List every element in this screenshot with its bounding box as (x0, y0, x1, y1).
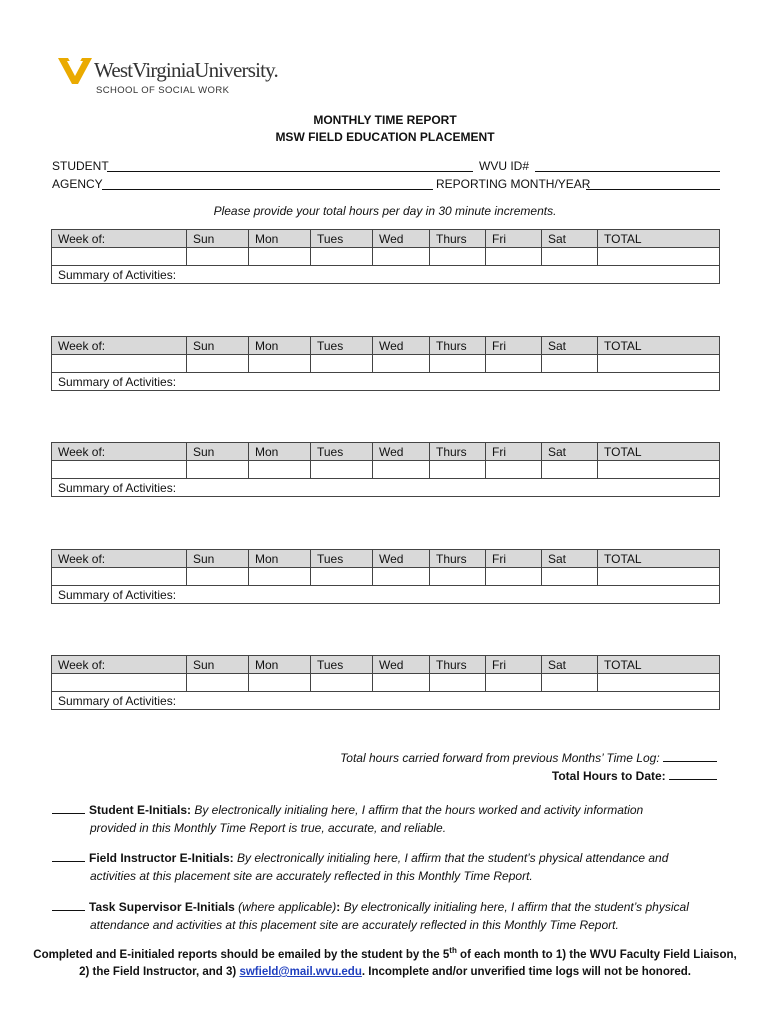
wed-hours-input[interactable] (373, 248, 430, 266)
tues-hours-input[interactable] (311, 674, 373, 692)
total-header: TOTAL (598, 337, 720, 355)
field-instructor-initials-field[interactable] (52, 851, 85, 862)
day-header: Wed (373, 337, 430, 355)
week-of-label: Week of: (52, 656, 187, 674)
week-header-row (52, 656, 720, 674)
week-of-input[interactable] (52, 568, 187, 586)
summary-row (52, 586, 720, 604)
day-header: Mon (249, 443, 311, 461)
sun-hours-input[interactable] (187, 674, 249, 692)
student-cert-text: By electronically initialing here, I affirm that the hours worked and activity information (194, 803, 644, 817)
agency-line (52, 177, 720, 193)
day-header: Sun (187, 656, 249, 674)
mon-hours-input[interactable] (249, 461, 311, 479)
student-certification (52, 801, 732, 837)
mon-hours-input[interactable] (249, 248, 311, 266)
reporting-month-label: REPORTING MONTH/YEAR (436, 177, 591, 191)
student-line (52, 159, 720, 175)
mon-hours-input[interactable] (249, 568, 311, 586)
page-subtitle: MSW FIELD EDUCATION PLACEMENT (275, 130, 495, 144)
day-header: Sat (542, 550, 598, 568)
thurs-hours-input[interactable] (430, 355, 486, 373)
week-of-input[interactable] (52, 355, 187, 373)
day-header: Mon (249, 656, 311, 674)
day-header: Fri (486, 656, 542, 674)
wvu-id-field[interactable] (535, 171, 720, 172)
thurs-hours-input[interactable] (430, 461, 486, 479)
task-supervisor-cert-text-cont: attendance and activities at this placement site are accurately reflected in this Monthly Time Report. (90, 918, 619, 932)
sun-hours-input[interactable] (187, 461, 249, 479)
footer-text: Completed and E-initialed reports should be emailed by the student by the 5 (33, 949, 450, 961)
total-header: TOTAL (598, 550, 720, 568)
school-name: SCHOOL OF SOCIAL WORK (96, 85, 230, 96)
agency-label: AGENCY (52, 177, 103, 191)
day-header: Sat (542, 656, 598, 674)
day-header: Mon (249, 550, 311, 568)
total-header: TOTAL (598, 230, 720, 248)
summary-of-activities[interactable]: Summary of Activities: (52, 586, 720, 604)
summary-of-activities[interactable]: Summary of Activities: (52, 266, 720, 284)
summary-row (52, 266, 720, 284)
week-table (51, 336, 720, 391)
total-header: TOTAL (598, 656, 720, 674)
week-of-input[interactable] (52, 248, 187, 266)
agency-field[interactable] (102, 189, 433, 190)
task-supervisor-certification (52, 898, 732, 934)
student-initials-field[interactable] (52, 803, 85, 814)
total-header: TOTAL (598, 443, 720, 461)
field-instructor-cert-text: By electronically initialing here, I affirm that the student’s physical attendance and (237, 851, 669, 865)
sun-hours-input[interactable] (187, 248, 249, 266)
day-header: Mon (249, 337, 311, 355)
sat-hours-input[interactable] (542, 248, 598, 266)
day-header: Tues (311, 656, 373, 674)
day-header: Sun (187, 230, 249, 248)
footer-text: 2) the Field Instructor, and 3) (79, 966, 240, 978)
day-header: Tues (311, 443, 373, 461)
student-field[interactable] (107, 171, 473, 172)
day-header: Fri (486, 230, 542, 248)
total-hours-input[interactable] (598, 248, 720, 266)
day-header: Sat (542, 230, 598, 248)
hours-to-date-label: Total Hours to Date: (551, 769, 666, 783)
day-header: Sat (542, 443, 598, 461)
mon-hours-input[interactable] (249, 674, 311, 692)
task-supervisor-colon: : (336, 900, 341, 914)
fri-hours-input[interactable] (486, 674, 542, 692)
day-header: Tues (311, 550, 373, 568)
footer-text: . Incomplete and/or unverified time logs will not be honored. (361, 966, 691, 978)
student-cert-text-cont: provided in this Monthly Time Report is true, accurate, and reliable. (90, 821, 447, 835)
tues-hours-input[interactable] (311, 461, 373, 479)
submission-instructions (30, 947, 740, 981)
reporting-month-field[interactable] (586, 189, 720, 190)
student-initials-label: Student E-Initials: (89, 803, 191, 817)
day-header: Tues (311, 230, 373, 248)
week-table (51, 549, 720, 604)
week-of-label: Week of: (52, 230, 187, 248)
summary-of-activities[interactable]: Summary of Activities: (52, 692, 720, 710)
summary-of-activities[interactable]: Summary of Activities: (52, 479, 720, 497)
week-of-label: Week of: (52, 550, 187, 568)
sun-hours-input[interactable] (187, 355, 249, 373)
day-header: Sun (187, 337, 249, 355)
fri-hours-input[interactable] (486, 355, 542, 373)
wed-hours-input[interactable] (373, 674, 430, 692)
week-header-row (52, 550, 720, 568)
carried-forward-field[interactable] (663, 750, 717, 762)
week-header-row (52, 230, 720, 248)
wvu-logo (58, 52, 278, 98)
sat-hours-input[interactable] (542, 674, 598, 692)
week-table (51, 655, 720, 710)
sat-hours-input[interactable] (542, 355, 598, 373)
tues-hours-input[interactable] (311, 568, 373, 586)
week-of-input[interactable] (52, 674, 187, 692)
total-hours-input[interactable] (598, 674, 720, 692)
hours-row (52, 355, 720, 373)
tues-hours-input[interactable] (311, 355, 373, 373)
carried-forward-label: Total hours carried forward from previous Months’ Time Log: (340, 751, 660, 765)
day-header: Thurs (430, 550, 486, 568)
summary-of-activities[interactable]: Summary of Activities: (52, 373, 720, 391)
total-hours-input[interactable] (598, 355, 720, 373)
thurs-hours-input[interactable] (430, 568, 486, 586)
instructions: Please provide your total hours per day in 30 minute increments. (213, 204, 557, 218)
week-of-label: Week of: (52, 443, 187, 461)
fri-hours-input[interactable] (486, 248, 542, 266)
university-wordmark: WestVirginiaUniversity. (94, 58, 278, 82)
fri-hours-input[interactable] (486, 461, 542, 479)
day-header: Tues (311, 337, 373, 355)
day-header: Thurs (430, 337, 486, 355)
sat-hours-input[interactable] (542, 461, 598, 479)
field-instructor-initials-label: Field Instructor E-Initials: (89, 851, 234, 865)
day-header: Fri (486, 337, 542, 355)
hours-to-date-line (552, 768, 717, 783)
task-supervisor-initials-field[interactable] (52, 900, 85, 911)
task-supervisor-initials-label: Task Supervisor E-Initials (89, 900, 235, 914)
day-header: Wed (373, 230, 430, 248)
thurs-hours-input[interactable] (430, 248, 486, 266)
hours-row (52, 248, 720, 266)
footer-text: of each month to 1) the WVU Faculty Field Liaison, (456, 949, 737, 961)
mon-hours-input[interactable] (249, 355, 311, 373)
day-header: Wed (373, 550, 430, 568)
tues-hours-input[interactable] (311, 248, 373, 266)
week-header-row (52, 443, 720, 461)
day-header: Wed (373, 656, 430, 674)
hours-row (52, 461, 720, 479)
day-header: Sun (187, 550, 249, 568)
total-hours-input[interactable] (598, 461, 720, 479)
summary-row (52, 479, 720, 497)
thurs-hours-input[interactable] (430, 674, 486, 692)
carried-forward-line (340, 750, 717, 765)
day-header: Sun (187, 443, 249, 461)
total-hours-input[interactable] (598, 568, 720, 586)
week-table (51, 229, 720, 284)
week-of-input[interactable] (52, 461, 187, 479)
day-header: Sat (542, 337, 598, 355)
email-link[interactable]: swfield@mail.wvu.edu (239, 966, 362, 978)
wed-hours-input[interactable] (373, 568, 430, 586)
field-instructor-certification (52, 849, 732, 885)
day-header: Thurs (430, 443, 486, 461)
wvu-id-label: WVU ID# (479, 159, 530, 173)
summary-row (52, 692, 720, 710)
sun-hours-input[interactable] (187, 568, 249, 586)
wed-hours-input[interactable] (373, 355, 430, 373)
hours-row (52, 674, 720, 692)
day-header: Fri (486, 550, 542, 568)
fri-hours-input[interactable] (486, 568, 542, 586)
day-header: Wed (373, 443, 430, 461)
hours-row (52, 568, 720, 586)
day-header: Thurs (430, 656, 486, 674)
day-header: Fri (486, 443, 542, 461)
wvu-flying-wv-icon (58, 58, 92, 84)
week-header-row (52, 337, 720, 355)
footer-superscript: th (449, 946, 457, 956)
page-title: MONTHLY TIME REPORT (313, 113, 457, 127)
summary-row (52, 373, 720, 391)
sat-hours-input[interactable] (542, 568, 598, 586)
wed-hours-input[interactable] (373, 461, 430, 479)
week-table (51, 442, 720, 497)
student-label: STUDENT (52, 159, 109, 173)
day-header: Thurs (430, 230, 486, 248)
task-supervisor-cert-text: By electronically initialing here, I affirm that the student’s physical (343, 900, 689, 914)
field-instructor-cert-text-cont: activities at this placement site are accurately reflected in this Monthly Time Report. (90, 869, 533, 883)
hours-to-date-field[interactable] (669, 768, 717, 780)
task-supervisor-qualifier: (where applicable) (238, 900, 337, 914)
week-of-label: Week of: (52, 337, 187, 355)
day-header: Mon (249, 230, 311, 248)
